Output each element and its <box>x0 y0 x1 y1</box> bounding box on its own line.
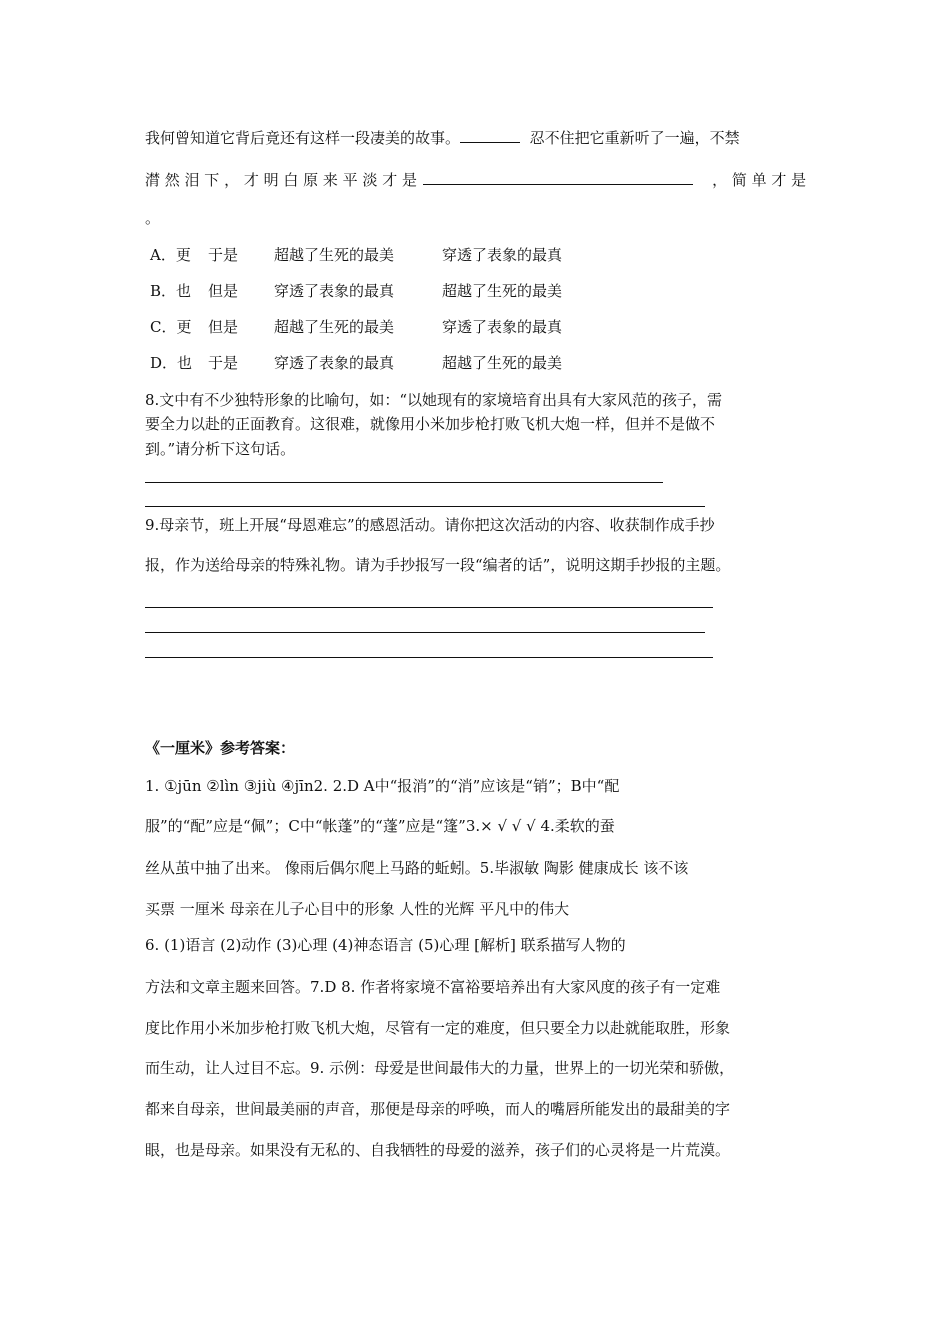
answer-line-3: 丝从茧中抽了出来。 像雨后偶尔爬上马路的蚯蚓。5.毕淑敏 陶影 健康成长 该不该 <box>145 859 689 877</box>
q7-line-1 <box>145 128 740 148</box>
answer-line-8: 而生动，让人过目不忘。9. 示例：母爱是世间最伟大的力量，世界上的一切光荣和骄傲， <box>145 1059 735 1077</box>
q7-line-2-text-b: ， 简 单 才 是 <box>712 171 807 189</box>
q8-answer-line-1 <box>145 482 663 483</box>
q8-line-2: 要全力以赴的正面教育。这很难，就像用小米加步枪打败飞机大炮一样，但并不是做不 <box>145 415 716 433</box>
q7-blank-2 <box>423 170 693 185</box>
answer-line-5: 6. (1)语言 (2)动作 (3)心理 (4)神态语言 (5)心理 [解析] 联系描写人物的 <box>145 936 626 954</box>
q9-answer-line-1 <box>145 607 713 608</box>
q7-option-b <box>150 281 562 301</box>
option-word: 但是 <box>208 282 239 300</box>
q7-blank-1 <box>460 128 520 143</box>
option-phrase-1: 超越了生死的最美 <box>274 318 395 336</box>
option-word: 于是 <box>208 246 239 264</box>
q9-line-2: 报，作为送给母亲的特殊礼物。请为手抄报写一段“编者的话”，说明这期手抄报的主题。 <box>145 556 731 574</box>
option-letter: A．更 <box>150 246 191 264</box>
option-letter: D．也 <box>150 354 193 372</box>
q7-option-c <box>150 317 562 337</box>
option-phrase-1: 穿透了表象的最真 <box>274 354 395 372</box>
q7-line-3: 。 <box>145 209 161 227</box>
answers-title: 《一厘米》参考答案： <box>145 739 296 757</box>
answer-line-1: 1. ①jūn ②lìn ③jiù ④jīn2. 2.D A中“报消”的“消”应该是“销”；B中“配 <box>145 777 620 795</box>
q8-line-1: 8.文中有不少独特形象的比喻句，如：“以她现有的家境培育出具有大家风范的孩子，需 <box>145 391 722 409</box>
answer-line-4: 买票 一厘米 母亲在儿子心目中的形象 人性的光辉 平凡中的伟大 <box>145 900 570 918</box>
option-phrase-1: 超越了生死的最美 <box>274 246 395 264</box>
q7-line-1-text-a: 我何曾知道它背后竟还有这样一段凄美的故事。 <box>145 129 461 147</box>
answer-line-10: 眼，也是母亲。如果没有无私的、自我牺牲的母爱的滋养，孩子们的心灵将是一片荒漠。 <box>145 1141 731 1159</box>
option-word: 但是 <box>208 318 239 336</box>
option-phrase-1: 穿透了表象的最真 <box>274 282 395 300</box>
option-word: 于是 <box>208 354 239 372</box>
option-phrase-2: 超越了生死的最美 <box>442 354 563 372</box>
q9-line-1: 9.母亲节，班上开展“母恩难忘”的感恩活动。请你把这次活动的内容、收获制作成手抄 <box>145 516 715 534</box>
q9-answer-line-3 <box>145 657 713 658</box>
q8-answer-line-2 <box>145 506 705 507</box>
q7-line-2-text-a: 潸 然 泪 下 ， 才 明 白 原 来 平 淡 才 是 <box>145 171 417 189</box>
answer-line-2: 服”的“配”应是“佩”；C中“帐蓬”的“蓬”应是“篷”3.× √ √ √ 4.柔软的蚕 <box>145 817 615 835</box>
q7-line-2 <box>145 170 806 190</box>
option-letter: C．更 <box>150 318 192 336</box>
q9-answer-line-2 <box>145 632 705 633</box>
option-phrase-2: 穿透了表象的最真 <box>442 318 563 336</box>
option-letter: B．也 <box>150 282 192 300</box>
answer-line-9: 都来自母亲，世间最美丽的声音，那便是母亲的呼唤，而人的嘴唇所能发出的最甜美的字 <box>145 1100 731 1118</box>
q8-line-3: 到。”请分析下这句话。 <box>145 440 296 458</box>
q7-option-d <box>150 353 562 373</box>
option-phrase-2: 穿透了表象的最真 <box>442 246 563 264</box>
answer-line-7: 度比作用小米加步枪打败飞机大炮，尽管有一定的难度，但只要全力以赴就能取胜，形象 <box>145 1019 731 1037</box>
option-phrase-2: 超越了生死的最美 <box>442 282 563 300</box>
q7-line-1-text-b: 忍不住把它重新听了一遍，不禁 <box>529 129 740 147</box>
q7-option-a <box>150 245 562 265</box>
answer-line-6: 方法和文章主题来回答。7.D 8. 作者将家境不富裕要培养出有大家风度的孩子有一定难 <box>145 978 721 996</box>
